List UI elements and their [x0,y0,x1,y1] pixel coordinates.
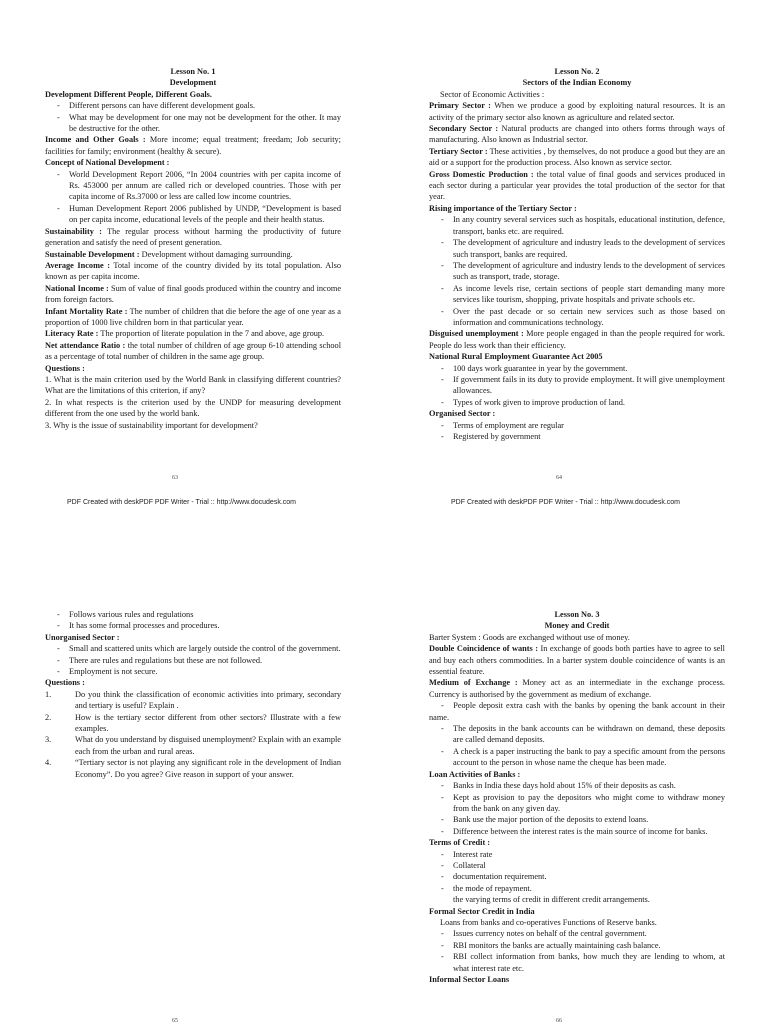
question: 3. What do you understand by disguised unemployment? Explain with an example each from the urban and rural areas. [45,735,341,756]
list-item: - Terms of employment are regular [441,420,564,430]
lesson-subtitle: Sectors of the Indian Economy [522,78,632,88]
questions-heading: Questions : [45,678,85,688]
list-item: - It has some formal processes and procedures. [57,621,220,631]
question: 4. “Tertiary sector is not playing any significant role in the development of Indian Economy”. Do you agree? Give reason in support of your answer. [45,758,341,779]
page-number: 66 [556,1018,562,1024]
section-heading: Concept of National Development : [45,158,170,168]
list-item: - As income levels rise, certain sections of people start demanding many more services like tourism, shopping, private hospitals and private schools etc. [441,283,725,305]
lesson-subtitle: Development [169,78,217,88]
definition-paragraph: Primary Sector : When we produce a good by exploiting natural resources. It is an activity of the primary sector also known as agriculture and related sector. [429,101,725,122]
list-item: - Interest rate [441,849,493,859]
list-item: - There are rules and regulations but these are not followed. [57,655,263,665]
lesson-title: Lesson No. 1 [170,67,216,76]
definition-paragraph: Secondary Sector : Natural products are changed into others forms through ways of manufacturing. Also known as Industrial sector. [429,124,726,145]
page-66 [429,609,725,985]
section-heading: Rising importance of the Tertiary Sector : [429,203,577,213]
list-item: - If government fails in its duty to provide employment. It will give unemployment allowances. [441,374,725,396]
definition-paragraph: Gross Domestic Production : the total value of final goods and services produced in each sector during a particular year provides the total production of the sector for that year. [429,169,725,202]
list-item: - People deposit extra cash with the banks by opening the bank account in their name. [429,701,725,722]
question: 1. What is the main criterion used by the World Bank in classifying different countries? What are the limitations of this criterion, if any? [45,374,341,396]
section-heading: Formal Sector Credit in India [429,906,535,916]
list-item: - The development of agriculture and industry leads to the development of services such transport, banks are required. [441,238,725,259]
questions-heading: Questions : [45,363,85,373]
definition-paragraph: Medium of Exchange : Money act as an intermediate in the exchange process. Currency is authorised by the government as medium of exchange. [429,678,725,699]
definition-paragraph: Income and Other Goals : More income; equal treatment; freedam; Job security; facilities for family; environment (healthy & secure). [45,135,341,156]
list-item: - the mode of repayment. [441,883,532,893]
list-item: - Follows various rules and regulations [57,610,194,619]
intro-line: Sector of Economic Activities : [440,89,545,99]
definition-paragraph: Literacy Rate : The proportion of literate population in the 7 and above, age group. [45,329,325,339]
list-item: - 100 days work guarantee in year by the government. [441,363,628,373]
list-item: - Banks in India these days hold about 15% of their deposits as cash. [441,781,676,791]
page-number: 64 [556,475,562,481]
barter-line: Barter System : Goods are exchanged without use of money. [429,632,630,642]
list-item: - RBI monitors the banks are actually maintaining cash balance. [441,940,661,950]
list-item: - RBI collect information from banks, how much they are lending to whom, at what interest rate etc. [441,952,725,973]
page-64 [429,66,725,442]
lesson-subtitle: Money and Credit [544,621,610,631]
list-item: - World Development Report 2006, “In 2004 countries with per capita income of Rs. 453000 per annum are called rich or developed countries. Those with per capita income of Rs.37000 or less are called low income countries. [57,169,341,202]
definition-paragraph: Sustainability : The regular process without harming the productivity of future generation and satisfy the need of present generation. [45,226,341,248]
question: 3. Why is the issue of sustainability important for development? [45,420,258,430]
section-heading: National Rural Employment Guarantee Act 2005 [429,352,603,362]
list-item: - The development of agriculture and industry lends to the development of services such as transport, trade, storage. [441,260,725,282]
definition-paragraph: Infant Mortality Rate : The number of children that die before the age of one year as a proportion of 1000 live children born in that particular year. [45,306,341,327]
list-item: - Employment is not secure. [57,667,158,677]
list-item: - Collateral [441,860,486,870]
list-item: - Different persons can have different development goals. [57,101,256,111]
definition-paragraph: Sustainable Development : Development without damaging surrounding. [45,249,293,259]
section-heading: Informal Sector Loans [429,975,510,984]
page-number: 63 [172,475,178,481]
pdf-footer: PDF Created with deskPDF PDF Writer - Trial :: http://www.docudesk.com [67,499,296,506]
definition-paragraph: Disguised unemployment : More people engaged in than the people required for work. People do less work than their efficiency. [429,329,726,350]
list-item: - documentation requirement. [441,872,547,882]
list-item: - Human Development Report 2006 published by UNDP, “Development is based on per capita income, educational levels of the people and their health status. [57,203,341,225]
question: 2. How is the tertiary sector different from other sectors? Illustrate with a few examples. [45,712,341,734]
intro-line: Loans from banks and co-operatives Functions of Reserve banks. [440,917,657,927]
definition-paragraph: National Income : Sum of value of final goods produced within the country and income from foreign factors. [45,283,341,305]
list-item: - Registered by government [441,432,541,441]
section-heading: Terms of Credit : [429,838,491,848]
list-item: - Bank use the major portion of the deposits to extend loans. [441,815,649,825]
list-item: - A check is a paper instructing the bank to pay a specific amount from the persons account to the person in whose name the cheque has been made. [441,746,725,768]
section-heading: Organised Sector : [429,409,496,419]
list-item: - Issues currency notes on behalf of the central government. [441,929,647,939]
section-heading: Loan Activities of Banks : [429,769,521,779]
list-item: - The deposits in the bank accounts can be withdrawn on demand, these deposits are called demand deposits. [441,724,725,745]
section-heading: Unorganised Sector : [45,632,120,642]
lesson-title: Lesson No. 2 [554,67,600,76]
list-item: - Types of work given to improve production of land. [441,397,626,407]
list-item: - Kept as provision to pay the depositors who might come to withdraw money from the bank on any given day. [441,792,725,813]
list-item: - Over the past decade or so certain new services such as those based on information and communications technology. [441,306,725,327]
pdf-footer: PDF Created with deskPDF PDF Writer - Trial :: http://www.docudesk.com [451,499,680,506]
question: 2. In what respects is the criterion used by the UNDP for measuring development different from the one used by the world bank. [45,397,341,419]
list-item: - In any country several services such as hospitals, educational institution, defence, transport, banks etc. are required. [441,215,725,236]
list-item: - What may be development for one may not be development for the other. It may be destructive for the other. [57,112,341,134]
question: 1. Do you think the classification of economic activities into primary, secondary and tertiary is useful? Explain . [45,689,341,711]
lesson-title: Lesson No. 3 [554,610,600,619]
credit-note: the varying terms of credit in different credit arrangements. [453,895,650,905]
definition-paragraph: Tertiary Sector : These activities , by themselves, do not produce a good but they are an aid or a support for the production process. Also known as service sector. [429,146,725,168]
list-item: - Small and scattered units which are largely outside the control of the government. [57,644,341,654]
definition-paragraph: Average Income : Total income of the country divided by its total population. Also known as per capita income. [45,260,341,282]
definition-paragraph: Net attendance Ratio : the total number of children of age group 6-10 attending school as a percentage of total number of children in the same age group. [45,340,342,362]
definition-paragraph: Double Coincidence of wants : In exchange of goods both parties have to agree to sell and buy each others commodities. In a barter system double coincidence of wants is an essential feature. [429,644,725,677]
list-item: - Difference between the interest rates is the main source of income for banks. [441,826,708,836]
section-heading: Development Different People, Different Goals. [45,89,212,99]
page-65 [45,609,341,780]
page-number: 65 [172,1018,178,1024]
page-63 [45,66,341,431]
